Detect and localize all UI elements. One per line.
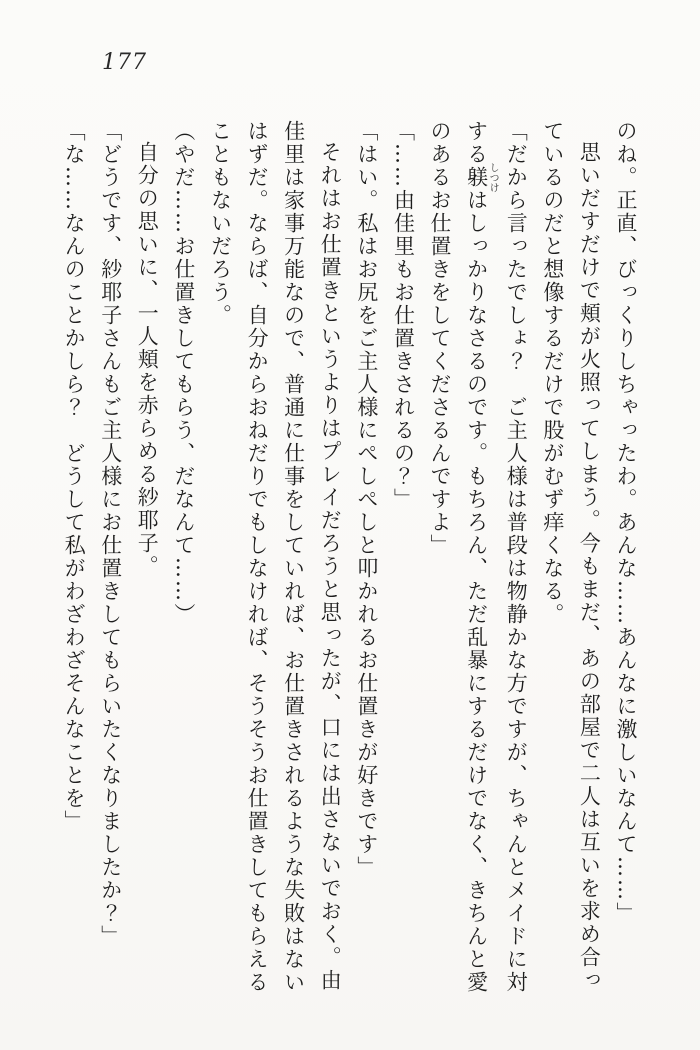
text-line: 「な……なんのことかしら？ どうして私がわざわざそんなことを」	[62, 120, 87, 833]
furigana-reading: しつけ	[487, 162, 499, 193]
text-line: のあるお仕置きをしてくださるんですよ」	[428, 120, 453, 557]
text-segment: する	[464, 120, 489, 166]
text-line: ているのだと想像するだけで股がむず痒くなる。	[540, 120, 565, 626]
text-line: 思いだすだけで頬が火照ってしまう。今もまだ、あの部屋で二人は互いを求め合っ	[577, 141, 602, 992]
text-line: 佳里は家事万能なので、普通に仕事をしていれば、お仕置きされるような失敗はない	[281, 120, 306, 994]
text-line: 自分の思いに、一人頬を赤らめる紗耶子。	[135, 141, 160, 578]
furigana-base: 躾	[464, 162, 489, 193]
text-line: （やだ……お仕置きしてもらう、だなんて……）	[171, 120, 196, 626]
text-line: はずだ。ならば、自分からおねだりでもしなければ、そうそうお仕置きしてもらえる	[245, 120, 270, 994]
text-line-with-furigana	[458, 120, 498, 1002]
furigana-annotation	[464, 162, 499, 193]
text-line: のね。正直、びっくりしちゃったわ。あんな……あんなに激しいなんて……」	[614, 120, 638, 925]
page-number: 177	[102, 50, 147, 75]
text-line: 「はい。私はお尻をご主人様にぺしぺしと叩かれるお仕置きが好きです」	[354, 120, 379, 879]
text-line: こともないだろう。	[208, 120, 233, 327]
text-block	[56, 120, 645, 1002]
text-line: それはお仕置きというよりはプレイだろうと思ったが、口には出さないでおく。由	[318, 141, 343, 992]
text-line: 「だから言ったでしょ？ ご主人様は普段は物静かな方ですが、ちゃんとメイドに対	[504, 120, 529, 994]
text-segment: はしっかりなさるのです。もちろん、ただ乱暴にするだけでなく、きちんと愛	[464, 189, 489, 994]
text-line: 「どうです、紗耶子さんもご主人様にお仕置きしてもらいたくなりましたか？」	[98, 120, 123, 948]
text-line: 「……由佳里もお仕置きされるの？」	[391, 120, 416, 511]
